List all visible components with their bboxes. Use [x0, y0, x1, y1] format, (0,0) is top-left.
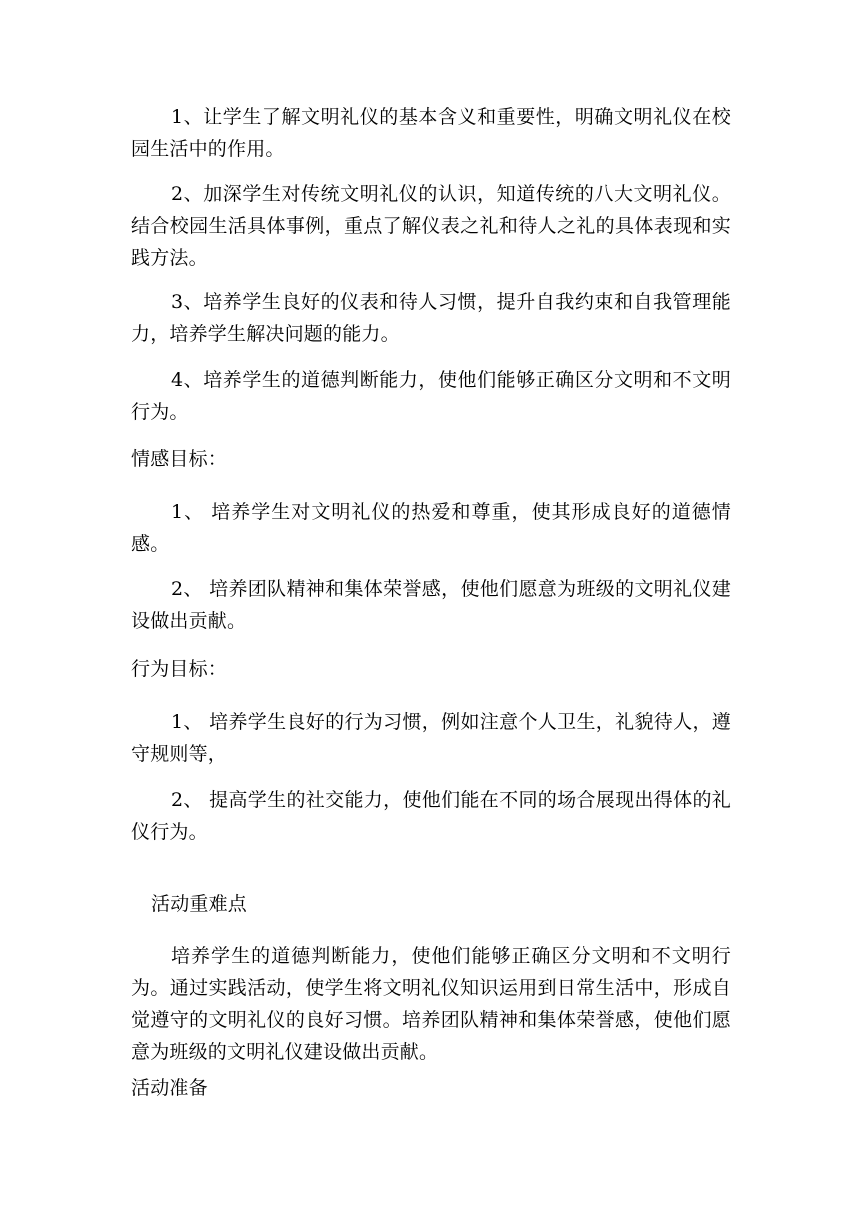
- knowledge-goal-1: 1、让学生了解文明礼仪的基本含义和重要性，明确文明礼仪在校园生活中的作用。: [131, 106, 731, 160]
- emotion-goal-2: 2、 培养团队精神和集体荣誉感，使他们愿意为班级的文明礼仪建设做出贡献。: [131, 578, 731, 632]
- key-points-text: 培养学生的道德判断能力，使他们能够正确区分文明和不文明行为。通过实践活动，使学生将文明礼仪知识运用到日常生活中，形成自觉遵守的文明礼仪的良好习惯。培养团队精神和集体荣誉感，使他们愿意为班级的文明礼仪建设做出贡献。: [131, 945, 731, 1063]
- knowledge-goal-4: 4、培养学生的道德判断能力，使他们能够正确区分文明和不文明行为。: [131, 369, 731, 423]
- preparation-heading: 活动准备: [131, 1077, 208, 1099]
- behavior-goals-heading: 行为目标：: [131, 658, 228, 680]
- key-points-heading: 活动重难点: [151, 893, 248, 915]
- behavior-goal-2: 2、 提高学生的社交能力，使他们能在不同的场合展现出得体的礼仪行为。: [131, 789, 731, 843]
- knowledge-goal-3: 3、培养学生良好的仪表和待人习惯，提升自我约束和自我管理能力，培养学生解决问题的能力。: [131, 291, 731, 345]
- emotion-goal-1: 1、 培养学生对文明礼仪的热爱和尊重，使其形成良好的道德情感。: [131, 501, 731, 555]
- emotion-goals-heading: 情感目标：: [131, 448, 228, 470]
- knowledge-goal-2: 2、加深学生对传统文明礼仪的认识，知道传统的八大文明礼仪。结合校园生活具体事例，重点了解仪表之礼和待人之礼的具体表现和实践方法。: [131, 183, 731, 269]
- behavior-goal-1: 1、 培养学生良好的行为习惯，例如注意个人卫生，礼貌待人，遵守规则等，: [131, 711, 731, 765]
